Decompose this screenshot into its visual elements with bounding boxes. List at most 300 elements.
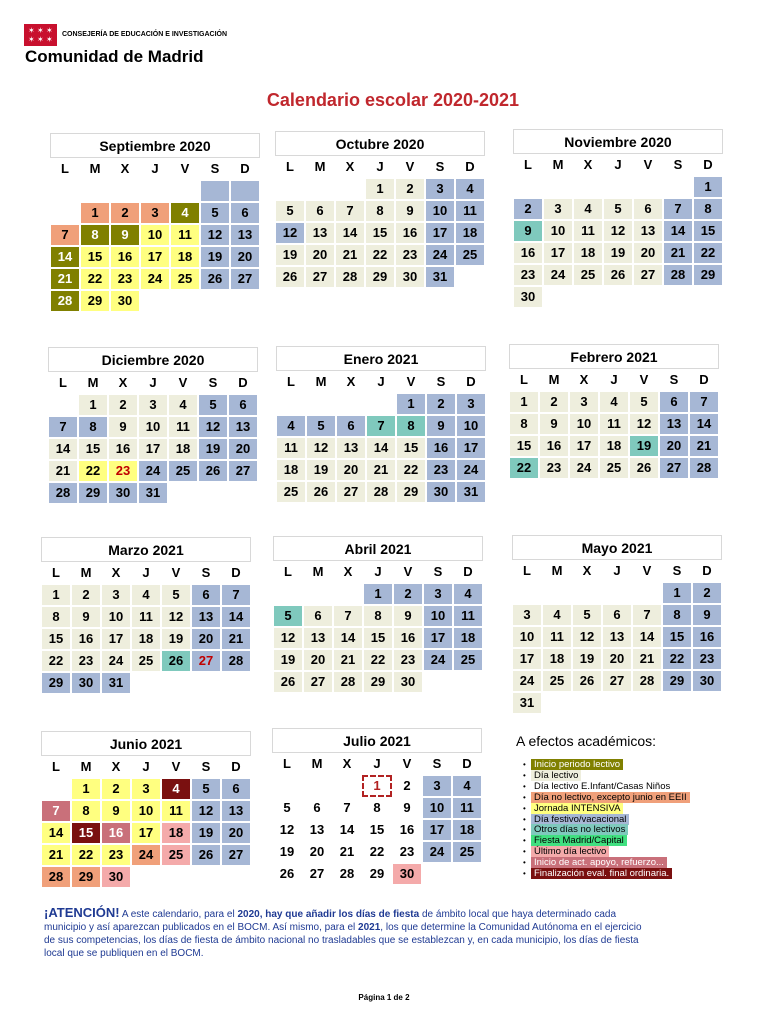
day-cell: 1	[509, 391, 539, 413]
consejeria-label: CONSEJERÍA DE EDUCACIÓN E INVESTIGACIÓN	[62, 31, 228, 38]
day-cell: 8	[41, 606, 71, 628]
day-cell: 27	[303, 671, 333, 693]
weekday-header: J	[363, 561, 393, 583]
legend-label: Fiesta Madrid/Capital	[531, 835, 627, 846]
weekday-header: L	[276, 371, 306, 393]
day-cell: 31	[425, 266, 455, 288]
weekday-header: V	[170, 158, 200, 180]
weekday-header: S	[663, 154, 693, 176]
day-cell: 19	[272, 841, 302, 863]
day-cell: 1	[41, 584, 71, 606]
weekday-header: X	[569, 369, 599, 391]
day-cell: 13	[230, 224, 260, 246]
weekday-header: M	[306, 371, 336, 393]
day-cell: 25	[452, 841, 482, 863]
day-cell: 28	[632, 670, 662, 692]
day-cell: 25	[455, 244, 485, 266]
day-cell: 15	[71, 822, 101, 844]
day-cell: 5	[200, 202, 230, 224]
day-cell: 7	[221, 584, 251, 606]
day-cell: 17	[140, 246, 170, 268]
day-cell: 28	[333, 671, 363, 693]
day-cell: 8	[365, 200, 395, 222]
day-cell: 18	[455, 222, 485, 244]
day-cell: 24	[140, 268, 170, 290]
day-cell: 25	[168, 460, 198, 482]
weekday-header: D	[689, 369, 719, 391]
month-title: Julio 2021	[272, 728, 482, 753]
month-octubre	[275, 131, 485, 288]
month-grid	[41, 756, 251, 888]
day-cell: 31	[456, 481, 486, 503]
month-grid	[509, 369, 719, 479]
day-cell: 20	[305, 244, 335, 266]
day-cell: 10	[131, 800, 161, 822]
day-cell: 4	[453, 583, 483, 605]
day-cell: 26	[198, 460, 228, 482]
day-cell: 16	[692, 626, 722, 648]
day-cell: 1	[362, 775, 392, 797]
day-cell: 19	[603, 242, 633, 264]
weekday-header: S	[426, 371, 456, 393]
day-cell: 21	[632, 648, 662, 670]
day-cell: 8	[78, 416, 108, 438]
day-cell: 8	[509, 413, 539, 435]
month-title: Octubre 2020	[275, 131, 485, 156]
weekday-header: J	[366, 371, 396, 393]
day-cell: 12	[629, 413, 659, 435]
attention-text: , los que determine la Comunidad Autónoma en el ejercicio de sus competencias, los días de fiesta de ámbito nacional no trasladables que se establezcan y, en cada municipio, los días de fiesta local que se publiquen en el BOCM.	[44, 922, 642, 959]
weekday-header: L	[50, 158, 80, 180]
star-icon: ✶	[28, 26, 35, 35]
empty-cell	[306, 393, 336, 415]
weekday-header: S	[423, 561, 453, 583]
day-cell: 17	[456, 437, 486, 459]
day-cell: 29	[662, 670, 692, 692]
day-cell: 3	[423, 583, 453, 605]
weekday-header: V	[633, 154, 663, 176]
empty-cell	[140, 180, 170, 202]
month-title: Noviembre 2020	[513, 129, 723, 154]
day-cell: 12	[191, 800, 221, 822]
day-cell: 3	[101, 584, 131, 606]
weekday-header: X	[108, 372, 138, 394]
day-cell: 31	[512, 692, 542, 714]
day-cell: 6	[633, 198, 663, 220]
attention-year: 2020	[237, 909, 260, 920]
day-cell: 6	[191, 584, 221, 606]
day-cell: 26	[275, 266, 305, 288]
empty-cell	[41, 778, 71, 800]
day-cell: 29	[362, 863, 392, 885]
day-cell: 26	[306, 481, 336, 503]
day-cell: 14	[48, 438, 78, 460]
day-cell: 5	[306, 415, 336, 437]
legend-item	[523, 824, 628, 835]
empty-cell	[663, 176, 693, 198]
month-title: Mayo 2021	[512, 535, 722, 560]
day-cell: 4	[452, 775, 482, 797]
day-cell: 28	[48, 482, 78, 504]
day-cell: 6	[336, 415, 366, 437]
day-cell: 19	[306, 459, 336, 481]
day-cell: 1	[80, 202, 110, 224]
day-cell: 7	[333, 605, 363, 627]
day-cell: 14	[333, 627, 363, 649]
day-cell: 10	[140, 224, 170, 246]
day-cell: 25	[573, 264, 603, 286]
weekday-header: L	[513, 154, 543, 176]
day-cell: 29	[693, 264, 723, 286]
month-title: Junio 2021	[41, 731, 251, 756]
day-cell: 15	[41, 628, 71, 650]
day-cell: 29	[71, 866, 101, 888]
weekday-header: D	[453, 561, 483, 583]
day-cell: 3	[543, 198, 573, 220]
day-cell: 25	[276, 481, 306, 503]
day-cell: 11	[599, 413, 629, 435]
day-cell: 17	[569, 435, 599, 457]
day-cell: 18	[573, 242, 603, 264]
day-cell: 15	[693, 220, 723, 242]
day-cell: 1	[365, 178, 395, 200]
bullet-icon: •	[523, 803, 526, 813]
empty-cell	[50, 180, 80, 202]
day-cell: 9	[393, 605, 423, 627]
legend-label: Inicio de act. apoyo, refuerzo...	[531, 857, 667, 868]
weekday-header: M	[80, 158, 110, 180]
star-icon: ✶	[46, 35, 53, 44]
day-cell: 24	[101, 650, 131, 672]
legend-item	[523, 770, 581, 781]
day-cell: 22	[662, 648, 692, 670]
day-cell: 11	[170, 224, 200, 246]
day-cell: 4	[168, 394, 198, 416]
weekday-header: X	[572, 560, 602, 582]
day-cell: 21	[332, 841, 362, 863]
brand-name: Comunidad de Madrid	[25, 47, 204, 66]
legend-label: Día lectivo	[531, 770, 581, 781]
day-cell: 10	[543, 220, 573, 242]
day-cell: 23	[108, 460, 138, 482]
empty-cell	[603, 176, 633, 198]
month-febrero	[509, 344, 719, 479]
bullet-icon: •	[523, 792, 526, 802]
day-cell: 12	[198, 416, 228, 438]
day-cell: 19	[200, 246, 230, 268]
day-cell: 9	[101, 800, 131, 822]
weekday-header: V	[395, 156, 425, 178]
weekday-header: L	[275, 156, 305, 178]
day-cell: 9	[71, 606, 101, 628]
day-cell: 2	[108, 394, 138, 416]
day-cell: 17	[512, 648, 542, 670]
day-cell: 16	[101, 822, 131, 844]
weekday-header: V	[161, 756, 191, 778]
weekday-header: M	[71, 562, 101, 584]
day-cell: 30	[393, 671, 423, 693]
weekday-header: V	[168, 372, 198, 394]
day-cell: 9	[108, 416, 138, 438]
day-cell: 19	[629, 435, 659, 457]
day-cell: 5	[273, 605, 303, 627]
day-cell: 2	[101, 778, 131, 800]
day-cell: 22	[509, 457, 539, 479]
day-cell: 18	[453, 627, 483, 649]
day-cell: 23	[513, 264, 543, 286]
empty-cell	[543, 176, 573, 198]
day-cell: 4	[599, 391, 629, 413]
day-cell: 25	[453, 649, 483, 671]
day-cell: 26	[273, 671, 303, 693]
day-cell: 24	[425, 244, 455, 266]
day-cell: 16	[395, 222, 425, 244]
day-cell: 20	[228, 438, 258, 460]
month-junio	[41, 731, 251, 888]
weekday-header: J	[602, 560, 632, 582]
legend-label: Inicio periodo lectivo	[531, 759, 623, 770]
day-cell: 15	[80, 246, 110, 268]
legend-label: Día festivo/vacacional	[531, 814, 629, 825]
day-cell: 19	[161, 628, 191, 650]
day-cell: 7	[332, 797, 362, 819]
weekday-header: M	[302, 753, 332, 775]
day-cell: 15	[363, 627, 393, 649]
month-grid	[512, 560, 722, 714]
weekday-header: L	[273, 561, 303, 583]
day-cell: 7	[632, 604, 662, 626]
day-cell: 11	[453, 605, 483, 627]
day-cell: 10	[425, 200, 455, 222]
empty-cell	[50, 202, 80, 224]
legend-item	[523, 846, 609, 857]
day-cell: 2	[393, 583, 423, 605]
day-cell: 21	[50, 268, 80, 290]
day-cell: 19	[273, 649, 303, 671]
weekday-header: V	[161, 562, 191, 584]
day-cell: 1	[71, 778, 101, 800]
attention-heading: ¡ATENCIÓN!	[44, 905, 120, 920]
day-cell: 30	[110, 290, 140, 312]
bullet-icon: •	[523, 869, 526, 878]
weekday-header: X	[333, 561, 363, 583]
day-cell: 13	[228, 416, 258, 438]
weekday-header: S	[198, 372, 228, 394]
month-grid	[273, 561, 483, 693]
day-cell: 28	[366, 481, 396, 503]
day-cell: 4	[573, 198, 603, 220]
weekday-header: M	[542, 560, 572, 582]
day-cell: 26	[191, 844, 221, 866]
day-cell: 16	[426, 437, 456, 459]
day-cell: 11	[276, 437, 306, 459]
weekday-header: J	[140, 158, 170, 180]
day-cell: 12	[603, 220, 633, 242]
day-cell: 6	[302, 797, 332, 819]
day-cell: 23	[539, 457, 569, 479]
day-cell: 27	[633, 264, 663, 286]
empty-cell	[48, 394, 78, 416]
empty-cell	[303, 583, 333, 605]
day-cell: 28	[663, 264, 693, 286]
day-cell: 3	[456, 393, 486, 415]
day-cell: 20	[191, 628, 221, 650]
day-cell: 23	[101, 844, 131, 866]
weekday-header: S	[422, 753, 452, 775]
star-icon: ✶	[37, 26, 44, 35]
day-cell: 28	[335, 266, 365, 288]
day-cell: 5	[603, 198, 633, 220]
legend-item	[523, 868, 672, 879]
day-cell: 27	[221, 844, 251, 866]
month-grid	[48, 372, 258, 504]
bullet-icon: •	[523, 858, 526, 868]
day-cell: 20	[302, 841, 332, 863]
day-cell: 3	[138, 394, 168, 416]
weekday-header: X	[335, 156, 365, 178]
day-cell: 14	[366, 437, 396, 459]
day-cell: 21	[335, 244, 365, 266]
day-cell: 22	[365, 244, 395, 266]
day-cell: 8	[396, 415, 426, 437]
day-cell: 22	[71, 844, 101, 866]
day-cell: 26	[572, 670, 602, 692]
day-cell: 3	[140, 202, 170, 224]
day-cell: 26	[200, 268, 230, 290]
day-cell: 7	[48, 416, 78, 438]
day-cell: 5	[198, 394, 228, 416]
day-cell: 3	[425, 178, 455, 200]
weekday-header: D	[228, 372, 258, 394]
day-cell: 16	[71, 628, 101, 650]
empty-cell	[366, 393, 396, 415]
day-cell: 17	[425, 222, 455, 244]
day-cell: 28	[689, 457, 719, 479]
weekday-header: V	[392, 753, 422, 775]
day-cell: 3	[512, 604, 542, 626]
day-cell: 27	[191, 650, 221, 672]
page-footer: Página 1 de 2	[358, 993, 410, 1002]
day-cell: 12	[273, 627, 303, 649]
day-cell: 28	[41, 866, 71, 888]
month-grid	[513, 154, 723, 308]
day-cell: 22	[693, 242, 723, 264]
weekday-header: D	[456, 371, 486, 393]
day-cell: 9	[513, 220, 543, 242]
day-cell: 15	[509, 435, 539, 457]
day-cell: 29	[396, 481, 426, 503]
day-cell: 5	[191, 778, 221, 800]
day-cell: 18	[168, 438, 198, 460]
day-cell: 1	[396, 393, 426, 415]
month-enero	[276, 346, 486, 503]
day-cell: 19	[275, 244, 305, 266]
day-cell: 25	[131, 650, 161, 672]
attention-text: A este calendario, para el	[119, 909, 238, 920]
day-cell: 29	[80, 290, 110, 312]
month-grid	[50, 158, 260, 312]
day-cell: 10	[422, 797, 452, 819]
day-cell: 21	[221, 628, 251, 650]
weekday-header: X	[573, 154, 603, 176]
weekday-header: M	[305, 156, 335, 178]
weekday-header: X	[336, 371, 366, 393]
day-cell: 7	[689, 391, 719, 413]
day-cell: 8	[71, 800, 101, 822]
day-cell: 31	[101, 672, 131, 694]
day-cell: 9	[392, 797, 422, 819]
day-cell: 6	[230, 202, 260, 224]
day-cell: 30	[108, 482, 138, 504]
day-cell: 15	[362, 819, 392, 841]
day-cell: 30	[513, 286, 543, 308]
empty-cell	[305, 178, 335, 200]
day-cell: 27	[336, 481, 366, 503]
day-cell: 23	[692, 648, 722, 670]
empty-cell	[333, 583, 363, 605]
day-cell: 13	[302, 819, 332, 841]
star-icon: ✶	[46, 26, 53, 35]
day-cell: 14	[335, 222, 365, 244]
day-cell: 12	[161, 606, 191, 628]
day-cell: 18	[542, 648, 572, 670]
day-cell: 29	[363, 671, 393, 693]
weekday-header: L	[48, 372, 78, 394]
day-cell: 30	[101, 866, 131, 888]
day-cell: 8	[362, 797, 392, 819]
day-cell: 14	[632, 626, 662, 648]
empty-cell	[276, 393, 306, 415]
day-cell: 24	[569, 457, 599, 479]
empty-cell	[275, 178, 305, 200]
day-cell: 2	[392, 775, 422, 797]
day-cell: 25	[161, 844, 191, 866]
month-title: Marzo 2021	[41, 537, 251, 562]
day-cell: 1	[78, 394, 108, 416]
day-cell: 12	[200, 224, 230, 246]
month-title: Septiembre 2020	[50, 133, 260, 158]
weekday-header: M	[78, 372, 108, 394]
day-cell: 15	[78, 438, 108, 460]
day-cell: 10	[569, 413, 599, 435]
day-cell: 25	[599, 457, 629, 479]
bullet-icon: •	[523, 847, 526, 857]
empty-cell	[632, 582, 662, 604]
day-cell: 8	[363, 605, 393, 627]
day-cell: 13	[602, 626, 632, 648]
day-cell: 27	[230, 268, 260, 290]
day-cell: 30	[395, 266, 425, 288]
day-cell: 6	[228, 394, 258, 416]
bullet-icon: •	[523, 814, 526, 824]
day-cell: 14	[50, 246, 80, 268]
day-cell: 31	[138, 482, 168, 504]
day-cell: 30	[71, 672, 101, 694]
weekday-header: X	[101, 562, 131, 584]
empty-cell	[273, 583, 303, 605]
day-cell: 1	[693, 176, 723, 198]
day-cell: 11	[452, 797, 482, 819]
day-cell: 26	[603, 264, 633, 286]
empty-cell	[110, 180, 140, 202]
day-cell: 15	[396, 437, 426, 459]
day-cell: 10	[423, 605, 453, 627]
day-cell: 7	[663, 198, 693, 220]
day-cell: 15	[365, 222, 395, 244]
day-cell: 24	[423, 649, 453, 671]
day-cell: 22	[78, 460, 108, 482]
day-cell: 2	[395, 178, 425, 200]
